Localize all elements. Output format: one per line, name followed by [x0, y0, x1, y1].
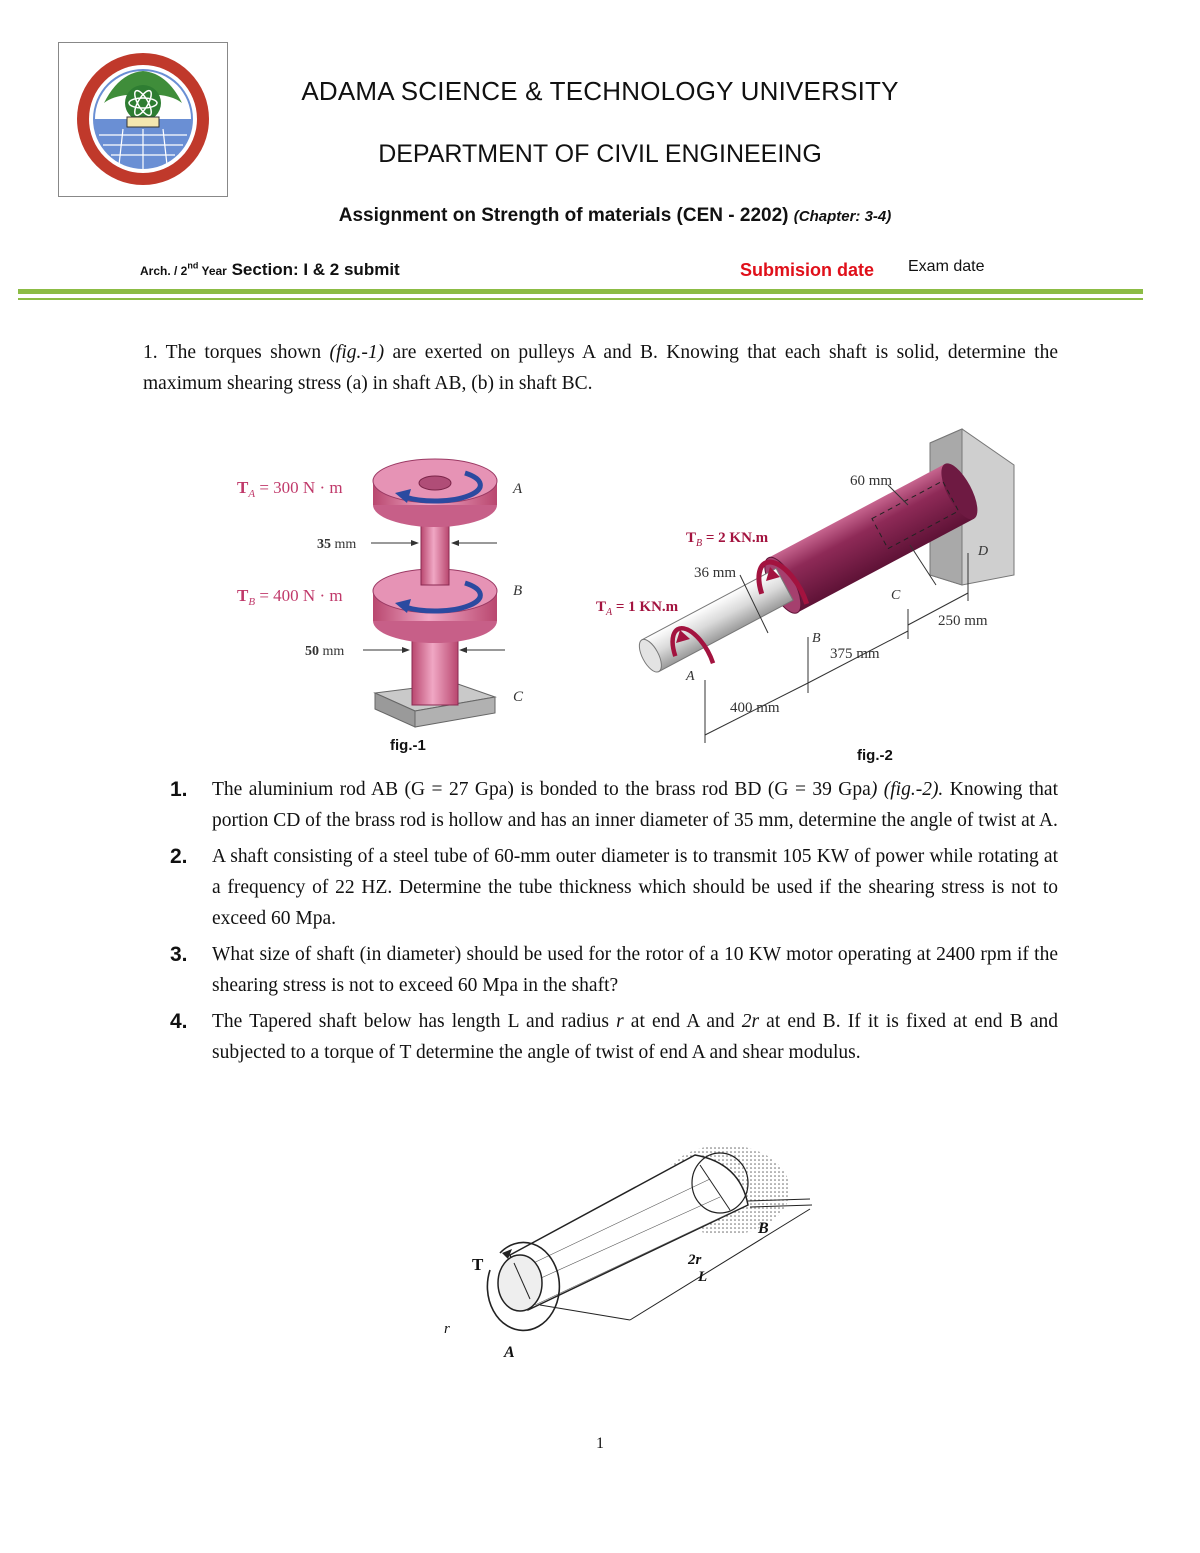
fig2-tb-value: = 2 KN.m — [702, 530, 769, 546]
figure-3-tapered-shaft — [430, 1135, 830, 1370]
fig1-ta-label — [237, 478, 343, 500]
fig2-caption: fig.-2 — [857, 747, 893, 764]
fig3-point-b: B — [758, 1220, 769, 1237]
class-sup: nd — [187, 260, 199, 271]
fig1-point-c: C — [513, 689, 524, 705]
fig1-dim-35-unit: mm — [331, 537, 357, 552]
fig2-ta-label — [596, 599, 679, 618]
class-section — [140, 260, 400, 280]
question-text: A shaft consisting of a steel tube of 60-mm outer diameter is to transmit 105 KW of power while rotating at a frequency of 22 HZ. Determine the tube thickness which should be used if the shearing stress is not to exceed 60 Mpa. — [212, 846, 1058, 929]
question-list — [170, 774, 1058, 1073]
fig1-ta-t: T — [237, 478, 249, 497]
header-rule-thick — [18, 289, 1143, 294]
chapter-range: (Chapter: 3-4) — [793, 208, 892, 225]
assignment-title-text: Assignment on Strength of materials (CEN - 2202) — [338, 205, 789, 226]
question-item — [170, 1006, 1058, 1068]
fig1-tb-sub: B — [248, 596, 256, 608]
fig1-dim-50-unit: mm — [319, 644, 345, 659]
question-number: 3. — [170, 943, 188, 966]
fig2-tb-sub: B — [696, 538, 703, 549]
question-text: at end B. If it is fixed at end B and subjected to a torque of T determine the angle of twist of end A and shear modulus. — [212, 1011, 1058, 1063]
fig2-len-250: 250 mm — [938, 613, 988, 629]
question-text: What size of shaft (in diameter) should be used for the rotor of a 10 KW motor operating at 2400 rpm if the shearing stress is not to exceed 60 Mpa in the shaft? — [212, 944, 1058, 996]
fig2-point-d: D — [978, 544, 989, 559]
department-name: DEPARTMENT OF CIVIL ENGINEEING — [378, 140, 822, 168]
fig2-point-b: B — [812, 631, 821, 646]
fig1-point-b: B — [513, 583, 523, 599]
fig1-point-a: A — [513, 481, 523, 497]
question-intro-text-a: 1. The torques shown — [143, 342, 330, 363]
question-item — [170, 774, 1058, 836]
assignment-title — [0, 205, 1200, 227]
question-item — [170, 939, 1058, 1001]
class-year: Year — [198, 264, 227, 278]
university-name: ADAMA SCIENCE & TECHNOLOGY UNIVERSITY — [301, 76, 899, 106]
question-intro-fig-ref: (fig.-1) — [329, 342, 385, 363]
header-rule-thin — [18, 298, 1143, 300]
figure-1-pulleys — [225, 435, 555, 755]
exam-date: Exam date — [908, 258, 985, 275]
fig2-ta-t: T — [596, 599, 607, 615]
fig1-tb-t: T — [237, 586, 249, 605]
fig2-tb-t: T — [686, 530, 697, 546]
question-radius-2r: 2r — [741, 1011, 760, 1032]
fig1-dim-35-num: 35 — [317, 537, 331, 552]
question-item — [170, 841, 1058, 934]
page-number: 1 — [596, 1435, 604, 1452]
class-section-text: Section: I & 2 submit — [226, 260, 400, 279]
submission-date-label: Submision date — [740, 260, 875, 280]
question-text: The Tapered shaft below has length L and radius — [212, 1011, 617, 1032]
fig2-tb-label — [686, 530, 769, 549]
fig1-ta-value: = 300 N · m — [255, 478, 343, 497]
question-intro — [143, 337, 1058, 399]
fig1-ta-sub: A — [248, 488, 256, 500]
fig3-radius-a: r — [444, 1321, 450, 1337]
question-radius-r: r — [616, 1011, 624, 1032]
question-number: 2. — [170, 845, 188, 868]
fig1-tb-value: = 400 N · m — [255, 586, 343, 605]
class-prefix: Arch. / 2 — [140, 264, 188, 278]
fig1-tb-label — [237, 586, 343, 608]
fig3-radius-b: 2r — [688, 1252, 702, 1268]
fig1-dim-50-num: 50 — [305, 644, 319, 659]
question-intro-text-b: are exerted on pulleys A and B. Knowing that each shaft is solid, determine the maximum shearing stress (a) in shaft AB, (b) in shaft BC. — [143, 342, 1058, 394]
fig2-point-a: A — [686, 669, 695, 684]
question-text: Knowing that portion CD of the brass rod is hollow and has an inner diameter of 35 mm, determine the angle of twist at A. — [212, 779, 1059, 831]
fig2-len-375: 375 mm — [830, 646, 880, 662]
fig3-point-a: A — [504, 1344, 515, 1361]
fig2-ta-value: = 1 KN.m — [612, 599, 679, 615]
question-text: at end A and — [623, 1011, 742, 1032]
fig2-len-400: 400 mm — [730, 700, 780, 716]
university-logo — [58, 42, 228, 197]
question-fig-ref: ) (fig.-2). — [870, 779, 944, 800]
question-number: 4. — [170, 1010, 188, 1033]
fig1-dim-50 — [305, 644, 344, 659]
fig2-dim-60: 60 mm — [850, 473, 893, 489]
question-text: The aluminium rod AB (G = 27 Gpa) is bonded to the brass rod BD (G = 39 Gpa — [212, 779, 871, 800]
fig2-ta-sub: A — [606, 607, 613, 618]
fig1-dim-35 — [317, 537, 356, 552]
figure-2-composite-shaft — [590, 425, 1050, 755]
fig3-length: L — [698, 1269, 708, 1285]
question-number: 1. — [170, 778, 188, 801]
fig3-torque-label: T — [472, 1255, 484, 1274]
fig1-caption: fig.-1 — [390, 737, 426, 754]
fig2-point-c: C — [891, 588, 901, 603]
fig2-dim-36: 36 mm — [694, 565, 737, 581]
